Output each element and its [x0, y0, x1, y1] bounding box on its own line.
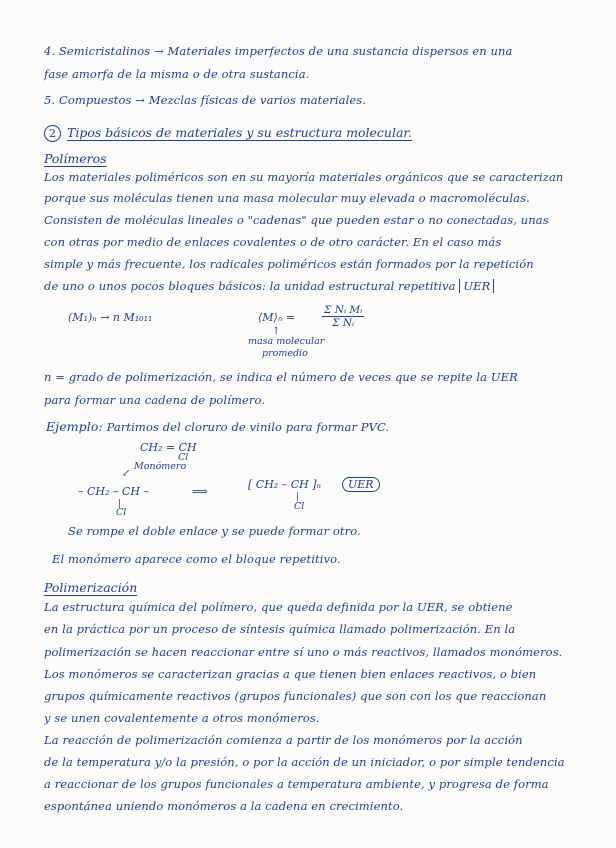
text-line: fase amorfa de la misma o de otra sustancia.: [44, 67, 310, 81]
text-line: porque sus moléculas tienen una masa molecular muy elevada o macromoléculas.: [44, 191, 530, 205]
text-line: La estructura química del polímero, que queda definida por la UER, se obtiene: [44, 600, 513, 614]
text-line: simple y más frecuente, los radicales poliméricos están formados por la repetición: [44, 257, 534, 271]
text-line: para formar una cadena de polímero.: [44, 393, 266, 407]
text-line: en la práctica por un proceso de síntesis química llamado polimerización. En la: [44, 622, 516, 636]
text-line: 5. Compuestos → Mezclas físicas de varios materiales.: [44, 93, 367, 107]
chain-right-bond: |: [296, 491, 300, 502]
formula-polymer: (M₁)ₙ → n M₁₀₁₁: [68, 311, 153, 324]
text-line: espontánea uniendo monómeros a la cadena en crecimiento.: [44, 799, 404, 813]
chain-right: [ CH₂ – CH ]ₙ: [248, 478, 321, 491]
heading-polimerizacion: Polimerización: [44, 580, 138, 595]
reaction-arrow-icon: ⟹: [192, 485, 208, 498]
uer-oval: UER: [342, 477, 380, 492]
text-line: 4. Semicristalinos → Materiales imperfectos de una sustancia dispersos en una: [44, 44, 513, 58]
pvc-oval: [342, 478, 380, 491]
formula-mean-mass: ⟨M⟩ₙ =: [258, 311, 296, 324]
text-span: Partimos del cloruro de vinilo para formar PVC.: [106, 420, 390, 434]
section-heading: [44, 125, 412, 142]
chain-left-bond: |: [118, 498, 122, 509]
text-line: Consisten de moléculas lineales o "cadenas" que pueden estar o no conectadas, unas: [44, 213, 549, 227]
chain-right-substituent: Cl: [294, 501, 305, 512]
text-span: de uno o unos pocos bloques básicos: la unidad estructural repetitiva: [44, 279, 456, 293]
section-number: 2: [44, 125, 61, 142]
text-line: con otras por medio de enlaces covalentes o de otro carácter. En el caso más: [44, 235, 502, 249]
monomer-formula: CH₂ = CH: [140, 441, 197, 454]
heading-polimeros: Polímeros: [44, 151, 107, 166]
text-line: grupos químicamente reactivos (grupos funcionales) que son con los que reaccionan: [44, 689, 547, 703]
chain-left: – CH₂ – CH –: [78, 485, 149, 498]
text-line: polimerización se hacen reaccionar entre sí uno o más reactivos, llamados monómeros.: [44, 645, 563, 659]
text-line: y se unen covalentemente a otros monómeros.: [44, 711, 320, 725]
formula-note: masa molecular: [248, 336, 325, 347]
text-line: Se rompe el doble enlace y se puede formar otro.: [68, 524, 361, 538]
text-line: de la temperatura y/o la presión, o por la acción de un iniciador, o por simple tendencia: [44, 755, 565, 769]
text-line: [44, 279, 594, 293]
arrow-up-icon: ↑: [272, 326, 281, 337]
formula-fraction: [322, 304, 364, 329]
text-line: Los monómeros se caracterizan gracias a que tienen bien enlaces reactivos, o bien: [44, 667, 537, 681]
section-title: Tipos básicos de materiales y su estructura molecular.: [67, 125, 413, 140]
fraction-numerator: Σ Nᵢ Mᵢ: [324, 304, 363, 316]
monomer-label: Monómero: [134, 461, 187, 472]
text-line: a reaccionar de los grupos funcionales a temperatura ambiente, y progresa de forma: [44, 777, 549, 791]
text-line: La reacción de polimerización comienza a partir de los monómeros por la acción: [44, 733, 523, 747]
chain-left-substituent: Cl: [116, 507, 127, 518]
text-line: Los materiales poliméricos son en su mayoría materiales orgánicos que se caracterizan: [44, 170, 564, 184]
uer-box: UER: [459, 279, 494, 293]
text-line: n = grado de polimerización, se indica el número de veces que se repite la UER: [44, 370, 518, 384]
formula-note: promedio: [262, 348, 308, 359]
example-line: [46, 419, 596, 434]
heading-ejemplo: Ejemplo:: [46, 419, 103, 434]
monomer-substituent: Cl: [178, 452, 189, 463]
text-line: El monómero aparece como el bloque repetitivo.: [52, 552, 341, 566]
arrow-pointer-icon: ↙: [122, 468, 131, 479]
fraction-denominator: Σ Nᵢ: [332, 317, 355, 329]
